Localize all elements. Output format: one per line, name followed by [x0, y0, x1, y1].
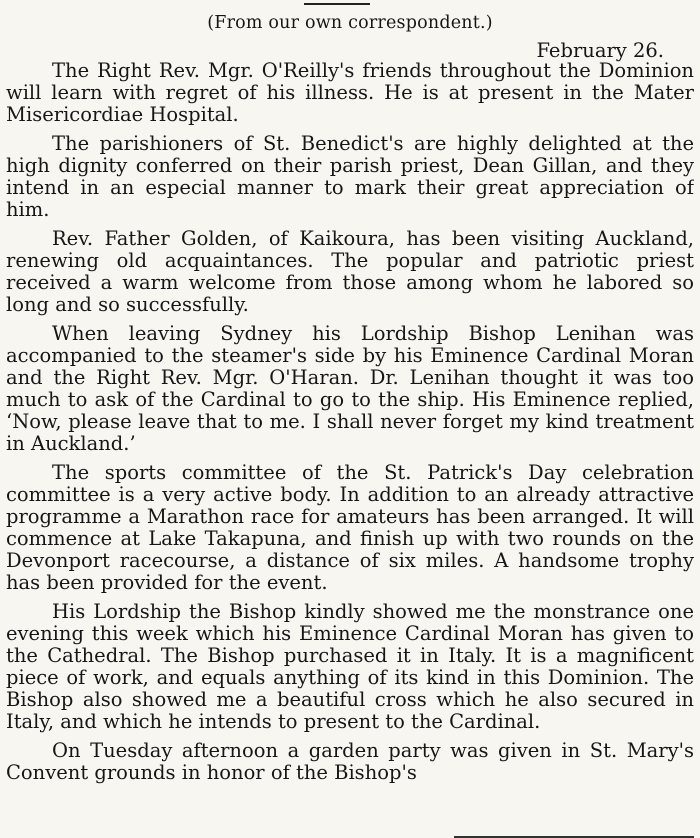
- dateline: February 26.: [536, 39, 664, 62]
- paragraph-sports-committee: The sports committee of the St. Patrick's Day celebration committee is a very active body. In addition to an already attractive programme a Marathon race for amateurs has been arranged. It will commence at Lake Takapuna, and finish up with two rounds on the Devonport racecourse, a distance of six miles. A handsome trophy has been provided for the event.: [6, 461, 694, 594]
- paragraph-father-golden: Rev. Father Golden, of Kaikoura, has been visiting Auckland, renewing old acquaintances. The popular and patriotic priest received a warm welcome from those among whom he labored so long and so successfully.: [6, 227, 694, 316]
- newspaper-column: [6, 0, 694, 838]
- top-rule: [304, 3, 370, 5]
- paragraph-mgr-oreilly: The Right Rev. Mgr. O'Reilly's friends throughout the Dominion will learn with regret of his illness. He is at present in the Mater Misericordiae Hospital.: [6, 59, 694, 126]
- paragraph-garden-party: On Tuesday afternoon a garden party was given in St. Mary's Convent grounds in honor of the Bishop's: [6, 739, 694, 784]
- paragraph-bishop-lenihan: When leaving Sydney his Lordship Bishop Lenihan was accompanied to the steamer's side by his Eminence Cardinal Moran and the Right Rev. Mgr. O'Haran. Dr. Lenihan thought it was too much to ask of the Cardinal to go to the ship. His Eminence replied, ‘Now, please leave that to me. I shall never forget my kind treatment in Auckland.’: [6, 322, 694, 455]
- paragraph-monstrance: His Lordship the Bishop kindly showed me the monstrance one evening this week which his Eminence Cardinal Moran has given to the Cathedral. The Bishop purchased it in Italy. It is a magnificent piece of work, and equals anything of its kind in this Dominion. The Bishop also showed me a beautiful cross which he also secured in Italy, and which he intends to present to the Cardinal.: [6, 600, 694, 733]
- paragraph-st-benedicts: The parishioners of St. Benedict's are highly delighted at the high dignity conferred on their parish priest, Dean Gillan, and they intend in an especial manner to mark their great appreciation of him.: [6, 132, 694, 221]
- byline: (From our own correspondent.): [207, 13, 493, 33]
- article-body: [6, 60, 694, 791]
